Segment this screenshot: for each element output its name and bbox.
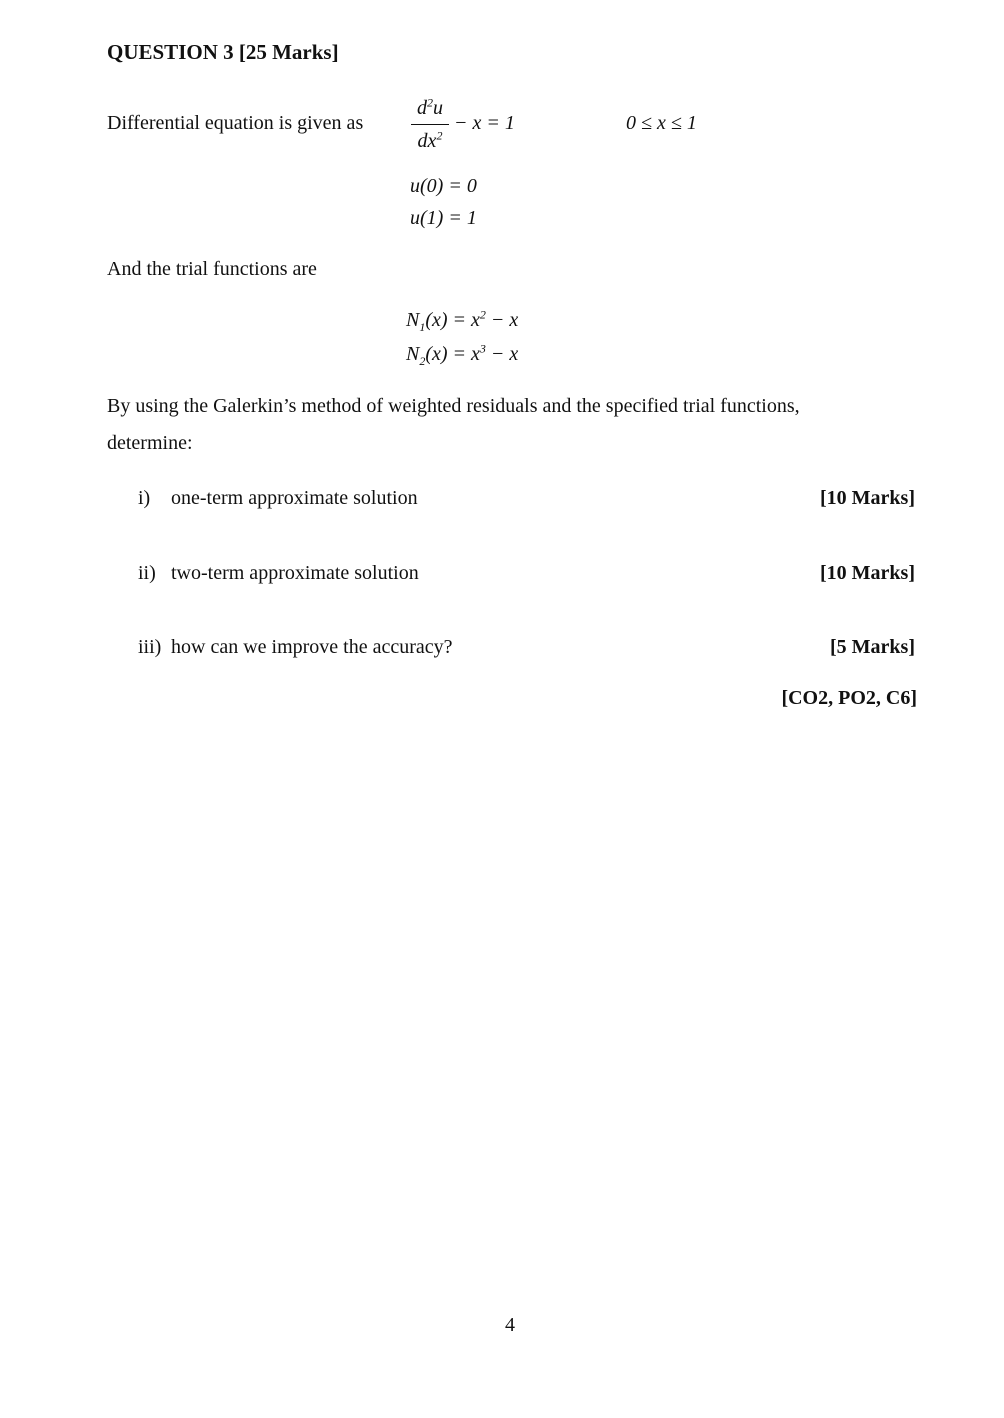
boundary-condition-1: u(0) = 0 xyxy=(410,175,477,197)
trial-functions-intro: And the trial functions are xyxy=(107,258,317,280)
part-text: how can we improve the accuracy? xyxy=(171,636,453,658)
part-label: i) xyxy=(138,487,151,509)
instruction-line-2: determine: xyxy=(107,432,193,454)
question-title: QUESTION 3 [25 Marks] xyxy=(107,40,339,64)
fraction-bar xyxy=(411,124,449,125)
trial-function-n2: $N_2(x) = x^3 - x$ xyxy=(406,341,519,368)
equation-domain: 0 ≤ x ≤ 1 xyxy=(626,112,697,134)
part-marks: [5 Marks] xyxy=(830,636,915,658)
equation-intro: Differential equation is given as xyxy=(107,112,364,134)
course-outcomes: [CO2, PO2, C6] xyxy=(781,687,917,709)
part-label: iii) xyxy=(138,636,162,658)
second-derivative-fraction xyxy=(411,96,449,153)
part-marks: [10 Marks] xyxy=(820,487,915,509)
boundary-condition-2: u(1) = 1 xyxy=(410,207,477,229)
part-marks: [10 Marks] xyxy=(820,562,915,584)
instruction-line-1: By using the Galerkin’s method of weighted residuals and the specified trial functions, xyxy=(107,395,800,417)
fraction-denominator: $dx^2$ xyxy=(417,128,443,152)
equation-rhs: − x = 1 xyxy=(454,112,515,134)
part-text: two-term approximate solution xyxy=(171,562,419,584)
part-text: one-term approximate solution xyxy=(171,487,418,509)
page-number: 4 xyxy=(505,1314,515,1336)
fraction-numerator: $d^2u$ xyxy=(417,95,443,119)
trial-function-n1: $N_1(x) = x^2 - x$ xyxy=(406,307,519,334)
part-label: ii) xyxy=(138,562,156,584)
